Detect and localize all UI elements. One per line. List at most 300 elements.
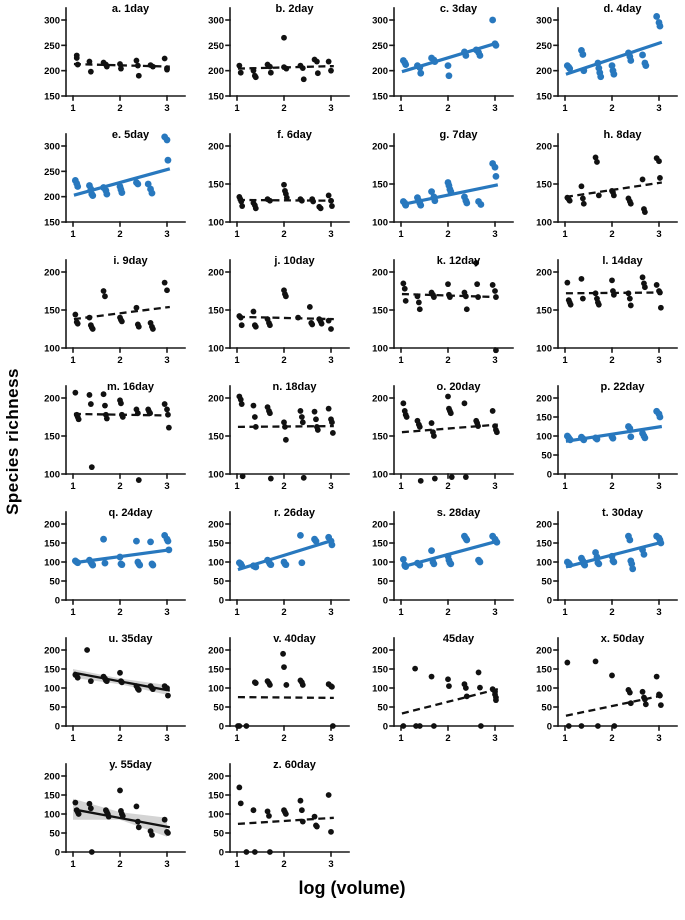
panel-svg-l [518, 252, 682, 378]
svg-text:2: 2 [609, 229, 615, 240]
trend-line [238, 426, 334, 427]
axes [62, 386, 185, 478]
panel-title: f. 6day [277, 129, 312, 141]
panel-title: c. 3day [439, 3, 478, 15]
axes [226, 134, 349, 226]
svg-text:200: 200 [208, 66, 224, 78]
svg-text:3: 3 [328, 481, 334, 492]
panel-a [26, 0, 190, 126]
svg-text:300: 300 [372, 15, 388, 27]
panel-i [26, 252, 190, 378]
svg-text:2: 2 [117, 103, 123, 114]
panel-title: q. 24day [108, 507, 153, 519]
svg-text:0: 0 [54, 595, 60, 607]
svg-text:150: 150 [536, 179, 552, 191]
svg-text:2: 2 [609, 607, 615, 618]
svg-text:150: 150 [208, 790, 224, 802]
panel-j [190, 252, 354, 378]
svg-text:100: 100 [372, 557, 388, 569]
svg-text:1: 1 [562, 481, 568, 492]
panel-svg-c [354, 0, 518, 126]
svg-text:2: 2 [117, 859, 123, 870]
axes [62, 260, 185, 352]
svg-text:1: 1 [562, 607, 568, 618]
tick-labels [536, 394, 662, 493]
panel-svg-o [354, 378, 518, 504]
scatter-points [564, 659, 663, 729]
panel-title: x. 50day [600, 633, 645, 645]
panel-svg-m [26, 378, 190, 504]
panel-title: k. 12day [436, 255, 481, 267]
svg-text:3: 3 [656, 481, 662, 492]
svg-text:3: 3 [164, 607, 170, 618]
svg-text:3: 3 [164, 103, 170, 114]
panels-grid [26, 0, 682, 882]
tick-labels [372, 142, 498, 241]
svg-text:1: 1 [562, 103, 568, 114]
svg-text:2: 2 [281, 607, 287, 618]
axes [62, 8, 185, 100]
svg-text:100: 100 [208, 343, 224, 355]
panel-title: p. 22day [600, 381, 645, 393]
svg-text:200: 200 [372, 393, 388, 405]
svg-text:3: 3 [164, 481, 170, 492]
svg-text:1: 1 [70, 733, 76, 744]
trend-line [238, 818, 334, 824]
svg-text:2: 2 [117, 733, 123, 744]
svg-text:200: 200 [372, 66, 388, 78]
panel-svg-u [26, 630, 190, 756]
panel-c [354, 0, 518, 126]
svg-text:2: 2 [445, 355, 451, 366]
svg-text:1: 1 [70, 481, 76, 492]
svg-text:100: 100 [44, 343, 60, 355]
svg-text:3: 3 [328, 859, 334, 870]
svg-text:150: 150 [208, 664, 224, 676]
panel-z [190, 756, 354, 882]
svg-text:100: 100 [208, 469, 224, 481]
panel-y [26, 756, 190, 882]
trend-line [74, 414, 170, 416]
svg-text:200: 200 [44, 267, 60, 279]
svg-text:200: 200 [536, 645, 552, 657]
tick-labels [536, 646, 662, 745]
svg-text:100: 100 [536, 343, 552, 355]
axes [226, 8, 349, 100]
svg-text:100: 100 [372, 469, 388, 481]
svg-text:3: 3 [492, 607, 498, 618]
svg-text:100: 100 [372, 217, 388, 229]
svg-text:300: 300 [536, 15, 552, 27]
trend-line [402, 689, 498, 713]
tick-labels [208, 142, 334, 241]
svg-text:50: 50 [377, 702, 388, 714]
svg-text:150: 150 [536, 538, 552, 550]
panel-title: s. 28day [436, 507, 481, 519]
svg-text:200: 200 [208, 519, 224, 531]
panel-svg-j [190, 252, 354, 378]
svg-text:1: 1 [398, 355, 404, 366]
svg-text:100: 100 [44, 557, 60, 569]
svg-text:200: 200 [44, 519, 60, 531]
svg-text:1: 1 [70, 103, 76, 114]
svg-text:0: 0 [218, 721, 224, 733]
panel-title: g. 7day [439, 129, 478, 141]
panel-e [26, 126, 190, 252]
svg-text:1: 1 [234, 733, 240, 744]
svg-text:150: 150 [372, 431, 388, 443]
svg-text:0: 0 [382, 595, 388, 607]
trend-line [238, 697, 334, 698]
svg-text:100: 100 [372, 343, 388, 355]
svg-text:100: 100 [44, 469, 60, 481]
svg-text:3: 3 [164, 859, 170, 870]
svg-text:1: 1 [234, 229, 240, 240]
svg-text:150: 150 [208, 538, 224, 550]
tick-labels [44, 646, 170, 745]
panel-title: j. 10day [274, 255, 315, 267]
svg-text:250: 250 [44, 40, 60, 52]
trend-line [74, 64, 170, 67]
svg-text:150: 150 [372, 91, 388, 103]
svg-text:0: 0 [546, 469, 552, 481]
svg-text:3: 3 [164, 229, 170, 240]
svg-text:3: 3 [492, 103, 498, 114]
panel-svg-k [354, 252, 518, 378]
svg-text:50: 50 [377, 576, 388, 588]
tick-labels [208, 772, 334, 871]
svg-text:0: 0 [382, 721, 388, 733]
panel-title: m. 16day [106, 381, 155, 393]
svg-text:2: 2 [609, 481, 615, 492]
svg-text:2: 2 [281, 859, 287, 870]
svg-text:100: 100 [536, 431, 552, 443]
svg-text:200: 200 [372, 141, 388, 153]
scatter-points [236, 35, 333, 82]
svg-text:2: 2 [445, 481, 451, 492]
svg-text:300: 300 [44, 15, 60, 27]
svg-text:3: 3 [164, 355, 170, 366]
svg-text:2: 2 [609, 733, 615, 744]
svg-text:1: 1 [234, 355, 240, 366]
svg-text:2: 2 [117, 607, 123, 618]
svg-text:200: 200 [208, 393, 224, 405]
svg-text:150: 150 [44, 431, 60, 443]
tick-labels [44, 520, 170, 619]
svg-text:1: 1 [398, 103, 404, 114]
scatter-points [72, 280, 169, 332]
svg-text:0: 0 [218, 595, 224, 607]
panel-svg-v [190, 630, 354, 756]
svg-text:200: 200 [44, 192, 60, 204]
svg-text:100: 100 [208, 683, 224, 695]
scatter-points [235, 651, 336, 729]
svg-text:50: 50 [49, 828, 60, 840]
panel-svg-a [26, 0, 190, 126]
svg-text:150: 150 [536, 412, 552, 424]
panel-title: e. 5day [111, 129, 150, 141]
svg-text:3: 3 [328, 355, 334, 366]
svg-text:300: 300 [44, 141, 60, 153]
svg-text:200: 200 [536, 393, 552, 405]
panel-r [190, 504, 354, 630]
panel-d [518, 0, 682, 126]
y-axis-label-strip [0, 0, 26, 882]
svg-text:150: 150 [208, 91, 224, 103]
svg-text:250: 250 [372, 40, 388, 52]
svg-text:150: 150 [208, 179, 224, 191]
panel-title: a. 1day [111, 3, 150, 15]
svg-text:150: 150 [372, 305, 388, 317]
panel-svg-f [190, 126, 354, 252]
svg-text:1: 1 [398, 481, 404, 492]
svg-text:150: 150 [372, 179, 388, 191]
scatter-points [72, 390, 171, 483]
panel-title: l. 14day [602, 255, 643, 267]
x-axis-label: log (volume) [298, 878, 406, 898]
panel-f [190, 126, 354, 252]
svg-text:100: 100 [44, 683, 60, 695]
svg-text:3: 3 [328, 103, 334, 114]
svg-text:150: 150 [536, 305, 552, 317]
svg-text:100: 100 [208, 217, 224, 229]
svg-text:0: 0 [54, 847, 60, 859]
svg-text:200: 200 [44, 66, 60, 78]
panel-title: y. 55day [109, 759, 152, 771]
panel-t [518, 504, 682, 630]
svg-text:200: 200 [44, 645, 60, 657]
svg-text:50: 50 [541, 450, 552, 462]
axes [390, 638, 513, 730]
svg-text:1: 1 [562, 733, 568, 744]
svg-text:3: 3 [656, 229, 662, 240]
svg-text:200: 200 [536, 141, 552, 153]
svg-text:150: 150 [208, 431, 224, 443]
svg-text:100: 100 [536, 683, 552, 695]
svg-text:150: 150 [44, 91, 60, 103]
panel-svg-r [190, 504, 354, 630]
panel-g [354, 126, 518, 252]
panel-title: 45day [442, 633, 475, 645]
svg-text:50: 50 [49, 576, 60, 588]
scatter-points [72, 133, 171, 199]
scatter-points [236, 394, 335, 482]
panel-l [518, 252, 682, 378]
svg-text:3: 3 [328, 733, 334, 744]
axes [62, 512, 185, 604]
panel-p [518, 378, 682, 504]
svg-text:150: 150 [44, 790, 60, 802]
svg-text:200: 200 [372, 519, 388, 531]
svg-text:1: 1 [398, 733, 404, 744]
svg-text:2: 2 [281, 481, 287, 492]
panel-o [354, 378, 518, 504]
panel-title: t. 30day [602, 507, 643, 519]
svg-text:3: 3 [492, 229, 498, 240]
scatter-points [564, 533, 664, 572]
svg-text:1: 1 [234, 607, 240, 618]
panel-title: d. 4day [603, 3, 642, 15]
svg-text:1: 1 [70, 607, 76, 618]
svg-text:50: 50 [213, 576, 224, 588]
svg-text:1: 1 [398, 607, 404, 618]
svg-text:2: 2 [117, 481, 123, 492]
svg-text:200: 200 [44, 771, 60, 783]
axes [226, 260, 349, 352]
svg-text:150: 150 [372, 664, 388, 676]
panel-svg-i [26, 252, 190, 378]
svg-text:2: 2 [281, 733, 287, 744]
tick-labels [208, 646, 334, 745]
trend-line [238, 200, 334, 201]
panel-title: b. 2day [275, 3, 314, 15]
svg-text:2: 2 [281, 355, 287, 366]
y-axis-label: Species richness [3, 367, 22, 515]
svg-text:200: 200 [536, 267, 552, 279]
svg-text:200: 200 [372, 267, 388, 279]
svg-text:200: 200 [536, 519, 552, 531]
svg-text:0: 0 [54, 721, 60, 733]
panel-w [354, 630, 518, 756]
panel-svg-q [26, 504, 190, 630]
svg-text:1: 1 [234, 481, 240, 492]
panel-svg-t [518, 504, 682, 630]
panel-svg-b [190, 0, 354, 126]
svg-text:2: 2 [445, 229, 451, 240]
svg-text:1: 1 [70, 229, 76, 240]
panel-title: u. 35day [108, 633, 153, 645]
axes [390, 134, 513, 226]
svg-text:0: 0 [546, 595, 552, 607]
svg-text:1: 1 [398, 229, 404, 240]
svg-text:2: 2 [117, 229, 123, 240]
svg-text:3: 3 [492, 355, 498, 366]
panel-b [190, 0, 354, 126]
svg-text:1: 1 [70, 859, 76, 870]
svg-text:3: 3 [656, 733, 662, 744]
svg-text:150: 150 [536, 664, 552, 676]
svg-text:200: 200 [208, 771, 224, 783]
panel-s [354, 504, 518, 630]
panel-q [26, 504, 190, 630]
panel-u [26, 630, 190, 756]
panel-svg-z [190, 756, 354, 882]
svg-text:150: 150 [44, 217, 60, 229]
svg-text:2: 2 [281, 103, 287, 114]
svg-text:1: 1 [234, 859, 240, 870]
svg-text:50: 50 [49, 702, 60, 714]
tick-labels [536, 520, 662, 619]
panel-title: r. 26day [274, 507, 315, 519]
svg-text:3: 3 [656, 103, 662, 114]
svg-text:3: 3 [656, 607, 662, 618]
svg-text:2: 2 [445, 607, 451, 618]
panel-svg-s [354, 504, 518, 630]
svg-text:0: 0 [218, 847, 224, 859]
panel-x [518, 630, 682, 756]
svg-text:100: 100 [372, 683, 388, 695]
svg-text:200: 200 [536, 66, 552, 78]
axes [554, 638, 677, 730]
panel-svg-x [518, 630, 682, 756]
scatter-points [400, 260, 498, 353]
svg-text:250: 250 [536, 40, 552, 52]
svg-text:2: 2 [609, 355, 615, 366]
svg-text:2: 2 [281, 229, 287, 240]
tick-labels [536, 142, 662, 241]
svg-text:3: 3 [328, 607, 334, 618]
panel-svg-g [354, 126, 518, 252]
svg-text:150: 150 [208, 305, 224, 317]
svg-text:50: 50 [213, 828, 224, 840]
panel-svg-w [354, 630, 518, 756]
panel-title: h. 8day [603, 129, 642, 141]
svg-text:300: 300 [208, 15, 224, 27]
panel-svg-n [190, 378, 354, 504]
svg-text:150: 150 [44, 664, 60, 676]
svg-text:2: 2 [609, 103, 615, 114]
svg-text:250: 250 [208, 40, 224, 52]
panel-v [190, 630, 354, 756]
svg-text:100: 100 [208, 557, 224, 569]
svg-text:150: 150 [44, 305, 60, 317]
svg-text:200: 200 [208, 267, 224, 279]
svg-text:150: 150 [372, 538, 388, 550]
panel-title: o. 20day [436, 381, 481, 393]
axes [226, 512, 349, 604]
axes [554, 386, 677, 478]
svg-text:3: 3 [492, 481, 498, 492]
svg-text:1: 1 [234, 103, 240, 114]
panel-svg-d [518, 0, 682, 126]
svg-text:200: 200 [208, 141, 224, 153]
svg-text:2: 2 [445, 733, 451, 744]
svg-text:3: 3 [656, 355, 662, 366]
svg-text:150: 150 [44, 538, 60, 550]
svg-text:1: 1 [562, 229, 568, 240]
svg-text:50: 50 [541, 576, 552, 588]
scatter-points [400, 394, 499, 484]
trend-line [238, 66, 334, 69]
svg-text:100: 100 [44, 809, 60, 821]
panel-svg-y [26, 756, 190, 882]
panel-svg-h [518, 126, 682, 252]
svg-text:3: 3 [328, 229, 334, 240]
svg-text:3: 3 [492, 733, 498, 744]
panel-title: z. 60day [273, 759, 316, 771]
svg-text:1: 1 [70, 355, 76, 366]
scatter-points [236, 182, 334, 211]
axes [554, 512, 677, 604]
panel-svg-p [518, 378, 682, 504]
tick-labels [372, 646, 498, 745]
panel-k [354, 252, 518, 378]
panel-title: i. 9day [113, 255, 148, 267]
tick-labels [208, 520, 334, 619]
axes [390, 260, 513, 352]
svg-text:100: 100 [536, 557, 552, 569]
svg-text:50: 50 [213, 702, 224, 714]
panel-n [190, 378, 354, 504]
tick-labels [372, 520, 498, 619]
svg-text:200: 200 [208, 645, 224, 657]
svg-text:200: 200 [44, 393, 60, 405]
svg-text:100: 100 [536, 217, 552, 229]
svg-text:3: 3 [164, 733, 170, 744]
scatter-points [400, 666, 498, 729]
svg-text:0: 0 [546, 721, 552, 733]
svg-text:2: 2 [117, 355, 123, 366]
